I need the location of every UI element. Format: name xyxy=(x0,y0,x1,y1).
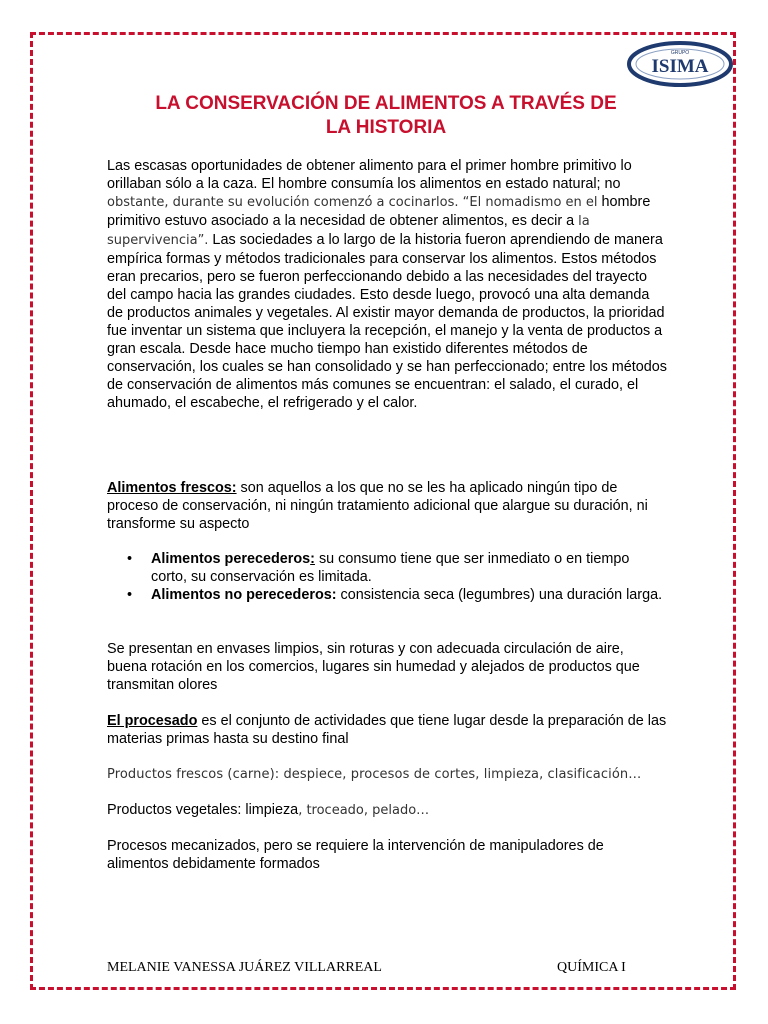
logo-small-text: GRUPO xyxy=(670,50,690,56)
intro-s3: hombre primitivo estuvo asociado a la necesidad de obtener alimentos, es decir a xyxy=(107,194,651,229)
intro-s1: Las escasas oportunidades de obtener alimento para el primer hombre primitivo lo orillaban sólo a la caza. El hombre consumía los alimentos en estado natural; no xyxy=(107,158,632,192)
intro-s4: la supervivencia”. xyxy=(107,214,590,248)
frescos-paragraph xyxy=(107,479,667,533)
intro-s2: obstante, durante su evolución comenzó a cocinarlos. “El nomadismo en el xyxy=(107,195,598,210)
carne-paragraph: Productos frescos (carne): despiece, procesos de cortes, limpieza, clasificación… xyxy=(107,767,642,782)
food-types-list xyxy=(107,550,667,604)
mecanizados-paragraph: Procesos mecanizados, pero se requiere la intervención de manipuladores de alimentos debidamente formados xyxy=(107,838,604,872)
list-item xyxy=(107,586,667,604)
list-item xyxy=(107,550,667,586)
isima-logo xyxy=(627,40,733,88)
logo-brand-text: ISIMA xyxy=(651,56,709,77)
procesado-paragraph xyxy=(107,712,667,748)
procesado-term: El procesado xyxy=(107,713,198,729)
vegetales-paragraph xyxy=(107,801,667,820)
bullet-term: Alimentos perecederos xyxy=(151,551,311,567)
footer-subject: QUÍMICA I xyxy=(557,960,626,975)
procesado-text: es el conjunto de actividades que tiene lugar desde la preparación de las materias primas hasta su destino final xyxy=(107,713,667,747)
bullet-icon: • xyxy=(127,587,133,603)
title-line-1: LA CONSERVACIÓN DE ALIMENTOS A TRAVÉS DE xyxy=(155,93,617,114)
title-line-2: LA HISTORIA xyxy=(325,117,447,138)
bullet-icon: • xyxy=(127,551,133,567)
bullet-text: su consumo tiene que ser inmediato o en tiempo corto, su conservación es limitada. xyxy=(151,551,630,585)
footer-author: MELANIE VANESSA JUÁREZ VILLARREAL xyxy=(107,960,382,975)
envases-paragraph: Se presentan en envases limpios, sin roturas y con adecuada circulación de aire, buena rotación en los comercios, lugares sin humedad y alejados de productos que transmitan olores xyxy=(107,641,640,693)
page-title xyxy=(80,92,692,140)
bullet-term: Alimentos no perecederos: xyxy=(151,587,337,603)
bullet-colon: : xyxy=(310,551,315,567)
vegetales-a: Productos vegetales: limpieza xyxy=(107,802,299,818)
intro-paragraph xyxy=(107,157,667,412)
vegetales-b: , troceado, pelado… xyxy=(298,803,430,818)
frescos-text: son aquellos a los que no se les ha aplicado ningún tipo de proceso de conservación, ni ningún tratamiento adicional que alargue su duración, ni transforme su aspecto xyxy=(107,480,648,532)
frescos-term: Alimentos frescos: xyxy=(107,480,237,496)
bullet-text: consistencia seca (legumbres) una duración larga. xyxy=(336,587,663,603)
intro-s5: Las sociedades a lo largo de la historia fueron aprendiendo de manera empírica formas y métodos tradicionales para conservar los alimentos. Estos métodos eran precarios, pero se fueron perfeccionando debido a las necesidades del trayecto del campo hacia las grandes ciudades. Esto desde luego, provocó una alta demanda de productos animales y vegetales. Al existir mayor demanda de productos, la prioridad fue inventar un sistema que incluyera la recepción, el manejo y la venta de productos a gran escala. Desde hace mucho tiempo han existido diferentes métodos de conservación, los cuales se han consolidado y se han perfeccionado; entre los métodos de conservación de alimentos más comunes se encuentran: el salado, el curado, el ahumado, el escabeche, el refrigerado y el calor. xyxy=(107,232,667,411)
